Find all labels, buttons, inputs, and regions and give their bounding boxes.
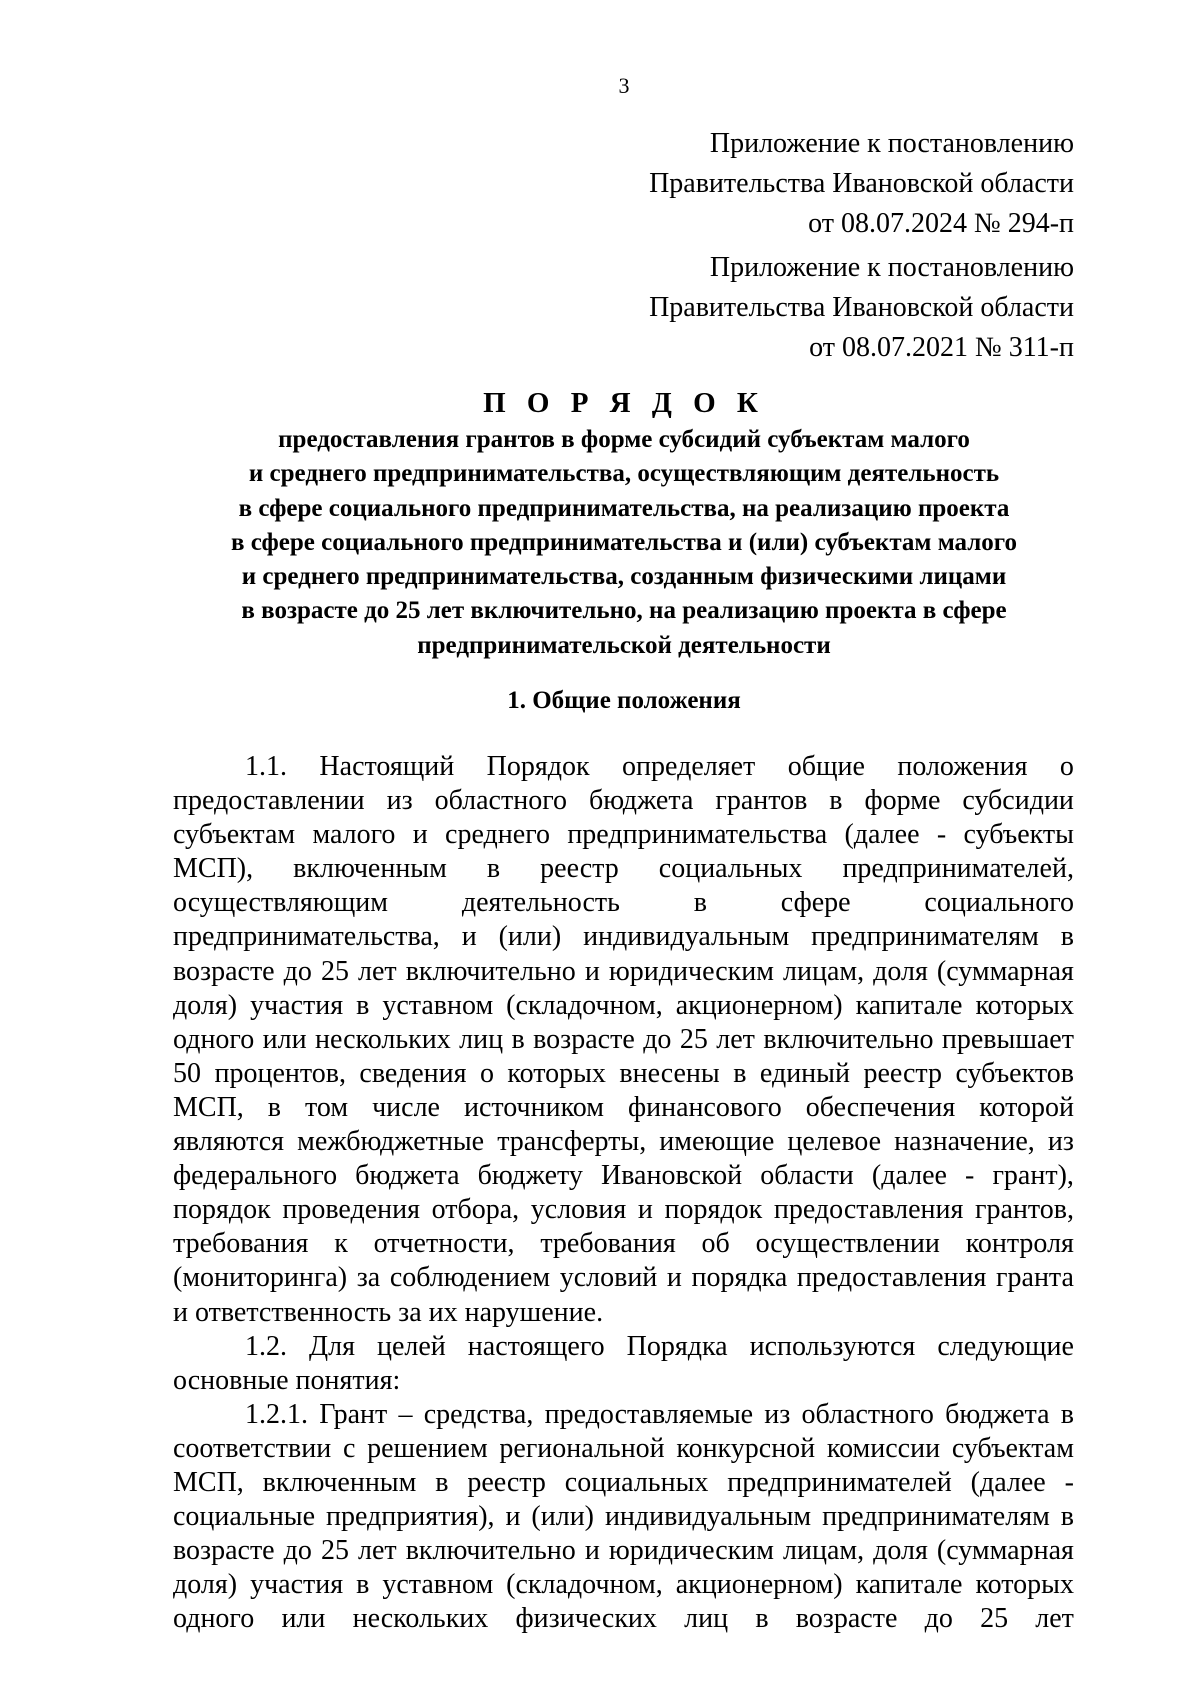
word: субъектам <box>173 819 296 851</box>
subtitle-line: и среднего предпринимательства, осуществляющим деятельность <box>248 460 1000 488</box>
section-heading: 1. Общие положения <box>507 687 741 714</box>
word: настоящего <box>467 1330 605 1362</box>
subtitle-line: в возрасте до 25 лет включительно, на реализацию проекта в сфере <box>241 597 1007 625</box>
subtitle-line: в сфере социального предпринимательства, на реализацию проекта <box>238 494 1010 522</box>
word: отчетности, <box>373 1228 515 1260</box>
word: нескольких <box>352 1603 489 1635</box>
word: в <box>1060 921 1074 953</box>
word: в <box>1060 1398 1074 1430</box>
word: грант), <box>992 1160 1074 1192</box>
subtitle-line: предоставления грантов в форме субсидий субъектам малого <box>278 426 970 453</box>
word: сфере <box>780 887 851 919</box>
word: в <box>733 1057 747 1089</box>
word: лицам, <box>783 1535 865 1567</box>
word: субъектам <box>951 1432 1074 1464</box>
word: предпринимательства, <box>173 921 440 953</box>
word: реестр <box>540 853 619 885</box>
word: лет <box>358 1535 397 1567</box>
word: Порядка <box>626 1330 728 1362</box>
word: которых <box>975 989 1074 1021</box>
annex-line: Приложение к постановлению <box>709 252 1074 283</box>
body-text <box>173 750 1074 1636</box>
word: участия <box>250 989 344 1021</box>
word: конкурсной <box>676 1432 816 1464</box>
word: единый <box>759 1057 850 1089</box>
word: которых <box>975 1569 1074 1601</box>
word: 1.2.1. <box>245 1398 308 1430</box>
annex-header-original <box>649 248 1074 368</box>
paragraph-line <box>173 784 1074 818</box>
word: включительно <box>405 1535 576 1567</box>
word: доля <box>873 1535 928 1567</box>
word: включенным <box>293 853 447 885</box>
word: и <box>461 921 477 953</box>
word: осуществлении <box>755 1228 940 1260</box>
annex-header-current <box>649 124 1074 244</box>
word: которой <box>979 1091 1074 1123</box>
word: следующие <box>937 1330 1074 1362</box>
word: до <box>924 1603 953 1635</box>
word: федерального <box>173 1160 338 1192</box>
word: областного <box>801 1398 934 1430</box>
annex-line: Правительства Ивановской области <box>649 168 1074 199</box>
word: лет <box>1035 1603 1074 1635</box>
word: превышает <box>941 1023 1074 1055</box>
annex-line: от 08.07.2021 № 311-п <box>809 332 1074 363</box>
word: об <box>701 1228 730 1260</box>
paragraph-line <box>173 1227 1074 1261</box>
word: Грант <box>319 1398 388 1430</box>
word: до <box>643 1023 672 1055</box>
word: субъекты <box>963 819 1074 851</box>
word: основные понятия: <box>173 1364 401 1396</box>
paragraph-line <box>173 1466 1074 1500</box>
word: социального <box>924 887 1074 919</box>
word: отбора, <box>431 1194 520 1226</box>
word: межбюджетные <box>297 1126 485 1158</box>
word: физических <box>515 1603 657 1635</box>
word: реестр <box>863 1057 942 1089</box>
word: и <box>505 1501 521 1533</box>
word: внесены <box>619 1057 720 1089</box>
word: требования <box>540 1228 676 1260</box>
word: бюджета <box>588 785 694 817</box>
word: (далее <box>970 1466 1046 1498</box>
word: предпринимателей <box>727 1466 952 1498</box>
word: 25 <box>679 1023 708 1055</box>
word: финансового <box>627 1091 782 1123</box>
word: или <box>262 1023 307 1055</box>
word: бюджету <box>477 1160 583 1192</box>
paragraph-line <box>173 1432 1074 1466</box>
page-number: 3 <box>618 73 630 98</box>
document-subtitle <box>140 423 1108 663</box>
word: социальных <box>658 853 803 885</box>
word: порядка <box>691 1262 788 1294</box>
word: одного <box>173 1023 255 1055</box>
word: капитале <box>855 989 963 1021</box>
word: в <box>755 1603 769 1635</box>
paragraph-line <box>173 920 1074 954</box>
annex-line: Правительства Ивановской области <box>649 292 1074 323</box>
word: субъектов <box>955 1057 1074 1089</box>
word: уставном <box>382 1569 494 1601</box>
word: о <box>479 1057 494 1089</box>
word: 50 <box>173 1057 201 1089</box>
word: лиц <box>459 1023 504 1055</box>
word: имеющие <box>659 1126 775 1158</box>
word: капитале <box>855 1569 963 1601</box>
word: бюджета <box>355 1160 460 1192</box>
word: грантов, <box>974 1194 1074 1226</box>
paragraph-line <box>173 750 1074 784</box>
word: возрасте <box>173 955 275 987</box>
word: предоставления <box>773 1194 964 1226</box>
word: области <box>760 1160 854 1192</box>
paragraph-line <box>173 886 1074 920</box>
word: в <box>693 887 707 919</box>
word: МСП), <box>173 853 254 885</box>
word: лиц <box>684 1603 729 1635</box>
word: доля) <box>173 1569 238 1601</box>
word: доля) <box>173 989 238 1021</box>
word: в <box>356 1569 370 1601</box>
word: том <box>305 1091 349 1123</box>
word: процентов, <box>214 1057 346 1089</box>
word: целей <box>376 1330 446 1362</box>
word: нескольких <box>315 1023 451 1055</box>
word: трансферты, <box>497 1126 647 1158</box>
paragraph-line <box>173 1193 1074 1227</box>
word: о <box>1059 751 1074 782</box>
word: социальные <box>173 1501 316 1533</box>
word: акционерном) <box>675 989 843 1021</box>
word: (складочном, <box>506 989 663 1021</box>
word: осуществляющим <box>173 887 388 919</box>
paragraph-line <box>173 1125 1074 1159</box>
word: гранта <box>996 1262 1074 1294</box>
subtitle-line: предпринимательской деятельности <box>417 631 831 659</box>
word: положения <box>897 751 1028 782</box>
paragraph-line <box>173 1296 1074 1330</box>
word: МСП, <box>173 1466 244 1498</box>
word: предоставляемые <box>544 1398 754 1430</box>
word: предпринимателям <box>822 1501 1050 1533</box>
annex-line: Приложение к постановлению <box>709 128 1074 159</box>
word: областного <box>434 785 567 817</box>
word: 1.2. <box>245 1330 287 1362</box>
word: (или) <box>498 921 562 953</box>
word: соответствии <box>173 1432 332 1464</box>
paragraph-line <box>173 818 1074 852</box>
word: источником <box>464 1091 604 1123</box>
word: определяет <box>622 751 756 782</box>
word: грантов <box>715 785 808 817</box>
paragraph-line <box>173 852 1074 886</box>
paragraph-line <box>173 1534 1074 1568</box>
word: которых <box>507 1057 606 1089</box>
word: к <box>334 1228 348 1260</box>
word: проведения <box>282 1194 420 1226</box>
word: (мониторинга) <box>173 1262 348 1294</box>
word: юридическим <box>608 955 774 987</box>
word: 25 <box>320 955 349 987</box>
word: порядок <box>173 1194 271 1226</box>
subtitle-line: в сфере социального предпринимательства и (или) субъектам малого <box>230 528 1018 556</box>
word: в <box>356 989 370 1021</box>
word: Настоящий <box>319 751 455 782</box>
word: лицам, <box>783 955 865 987</box>
word: из <box>386 785 413 817</box>
word: акционерном) <box>675 1569 843 1601</box>
word: 25 <box>320 1535 349 1567</box>
word: предоставлении <box>173 785 365 817</box>
word: соблюдением <box>389 1262 551 1294</box>
word: доля <box>873 955 928 987</box>
word: МСП, <box>173 1091 244 1123</box>
word: и <box>584 955 600 987</box>
word: из <box>764 1398 791 1430</box>
paragraph-line <box>173 1500 1074 1534</box>
word: лет <box>716 1023 755 1055</box>
word: в <box>267 1091 282 1123</box>
word: среднего <box>445 819 550 851</box>
word: уставном <box>382 989 494 1021</box>
paragraph-line <box>173 989 1074 1023</box>
paragraph-line <box>173 1023 1074 1057</box>
word: и <box>666 1262 682 1294</box>
word: включительно <box>763 1023 934 1055</box>
word: Ивановской <box>600 1160 743 1192</box>
annex-line: от 08.07.2024 № 294-п <box>808 208 1074 239</box>
word: реестр <box>467 1466 546 1498</box>
word: индивидуальным <box>604 1501 812 1533</box>
word: индивидуальным <box>583 921 790 953</box>
word: в <box>829 785 843 817</box>
word: (или) <box>531 1501 594 1533</box>
word: и ответственность за их нарушение. <box>173 1296 604 1328</box>
word: из <box>1047 1126 1074 1158</box>
word: в <box>486 853 501 885</box>
word: и <box>412 819 428 851</box>
word: – <box>398 1398 413 1430</box>
word: 1.1. <box>245 751 287 782</box>
word: субсидии <box>962 785 1074 817</box>
paragraph-line <box>173 1091 1074 1125</box>
word: (суммарная <box>936 1535 1074 1567</box>
word: - <box>965 1160 975 1192</box>
word: средства, <box>423 1398 534 1430</box>
paragraph-line <box>173 1159 1074 1193</box>
word: включенным <box>262 1466 417 1498</box>
word: социальных <box>564 1466 709 1498</box>
word: предоставления <box>796 1262 987 1294</box>
subtitle-line: и среднего предпринимательства, созданным физическими лицами <box>241 563 1007 591</box>
word: условий <box>559 1262 658 1294</box>
word: одного <box>173 1603 255 1635</box>
word: деятельность <box>461 887 620 919</box>
word: Порядок <box>486 751 590 782</box>
paragraph-line <box>173 1602 1074 1636</box>
word: за <box>356 1262 381 1294</box>
word: и <box>584 1535 600 1567</box>
word: бюджета <box>945 1398 1050 1430</box>
word: являются <box>173 1126 285 1158</box>
word: лет <box>358 955 397 987</box>
word: обеспечения <box>805 1091 956 1123</box>
word: до <box>283 1535 312 1567</box>
word: возрасте <box>795 1603 898 1635</box>
word: порядок <box>664 1194 763 1226</box>
paragraph-line <box>173 1261 1074 1295</box>
word: включительно <box>405 955 576 987</box>
word: возрасте <box>533 1023 635 1055</box>
word: в <box>511 1023 525 1055</box>
word: юридическим <box>608 1535 774 1567</box>
word: или <box>281 1603 326 1635</box>
word: (далее <box>844 819 920 851</box>
word: в <box>1060 1501 1074 1533</box>
word: (далее <box>871 1160 947 1192</box>
word: предпринимательства <box>567 819 828 851</box>
word: предпринимателей, <box>842 853 1074 885</box>
word: требования <box>173 1228 309 1260</box>
word: 25 <box>980 1603 1009 1635</box>
word: общие <box>787 751 865 782</box>
word: числе <box>372 1091 440 1123</box>
paragraph-line <box>173 1398 1074 1432</box>
paragraph-line <box>173 1568 1074 1602</box>
word: решением <box>367 1432 488 1464</box>
word: условия <box>530 1194 627 1226</box>
paragraph-line <box>173 955 1074 989</box>
word: малого <box>312 819 396 851</box>
word: форме <box>864 785 941 817</box>
word: до <box>283 955 312 987</box>
word: - <box>1064 1466 1074 1498</box>
word: предпринимателям <box>811 921 1039 953</box>
word: в <box>435 1466 449 1498</box>
word: с <box>342 1432 356 1464</box>
word: целевое <box>787 1126 882 1158</box>
word: региональной <box>499 1432 665 1464</box>
word: назначение, <box>894 1126 1035 1158</box>
word: возрасте <box>173 1535 275 1567</box>
word: (складочном, <box>506 1569 663 1601</box>
word: - <box>936 819 947 851</box>
word: предприятия), <box>325 1501 495 1533</box>
word: комиссии <box>826 1432 941 1464</box>
word: участия <box>250 1569 344 1601</box>
word: (суммарная <box>936 955 1074 987</box>
word: сведения <box>359 1057 467 1089</box>
paragraph-line <box>173 1057 1074 1091</box>
document-title: П О Р Я Д О К <box>483 387 765 419</box>
paragraph-line <box>173 1364 1074 1398</box>
paragraph-line <box>173 1330 1074 1364</box>
word: Для <box>309 1330 355 1362</box>
word: контроля <box>965 1228 1074 1260</box>
word: и <box>637 1194 653 1226</box>
word: используются <box>749 1330 916 1362</box>
